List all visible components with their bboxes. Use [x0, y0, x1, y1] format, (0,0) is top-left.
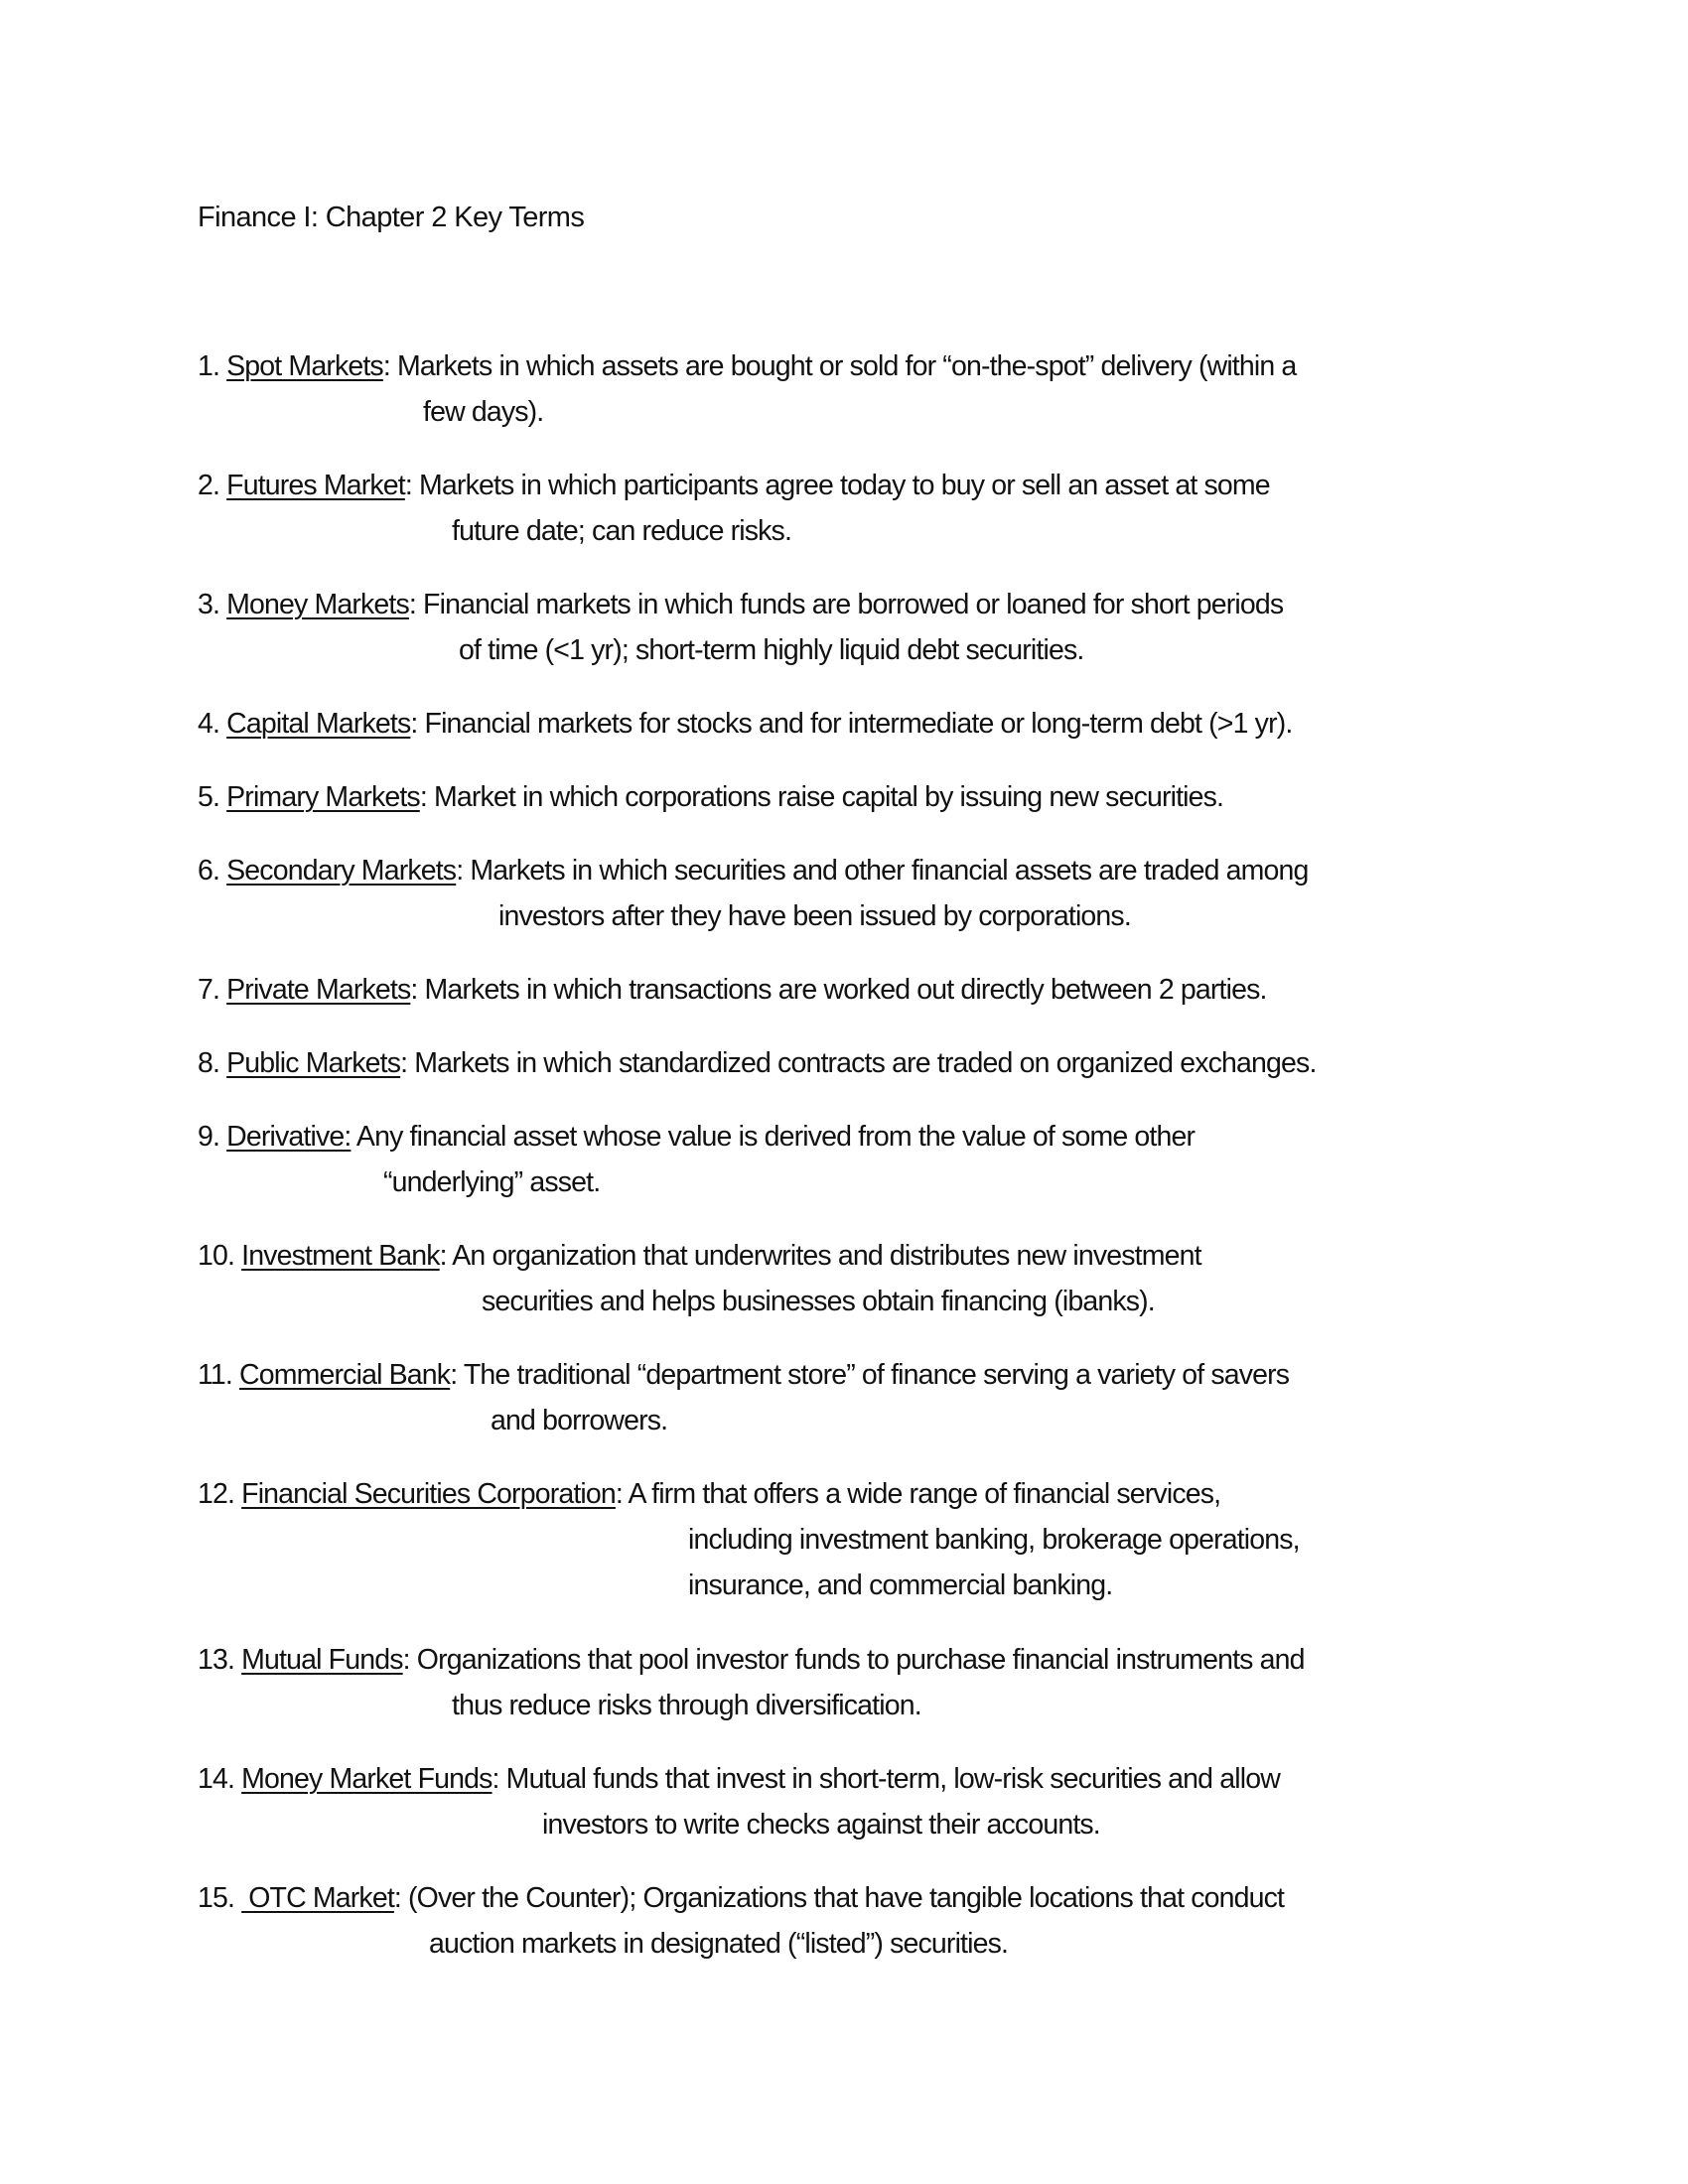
definition-continuation: including investment banking, brokerage operations,	[688, 1524, 1300, 1556]
key-term-entry: 1. Spot Markets: Markets in which assets are bought or sold for “on-the-spot” delivery (within a few days).	[198, 343, 1508, 435]
definition-text: Markets in which securities and other financial assets are traded among	[470, 855, 1309, 887]
definition-continuation: “underlying” asset.	[383, 1166, 601, 1198]
term-label: Private Markets	[226, 974, 411, 1006]
entry-number: 11.	[198, 1359, 240, 1391]
key-term-entry: 4. Capital Markets: Financial markets for stocks and for intermediate or long-term debt (>1 yr).	[198, 708, 1293, 740]
definition-continuation: investors after they have been issued by corporations.	[498, 900, 1131, 932]
term-label: Derivative:	[226, 1121, 352, 1153]
definition-text: Financial markets for stocks and for intermediate or long-term debt (>1 yr).	[424, 708, 1293, 740]
key-term-entry: 15. OTC Market: (Over the Counter); Organizations that have tangible locations that conduct auction markets in designated (“listed”) securities.	[198, 1875, 1508, 1967]
definition-text: The traditional “department store” of finance serving a variety of savers	[463, 1359, 1290, 1391]
entry-number: 1.	[198, 350, 227, 382]
term-label: Investment Bank	[241, 1240, 440, 1272]
key-term-entry: 12. Financial Securities Corporation: A firm that offers a wide range of financial services, including investment banking, brokerage operations, insurance, and commercial banking.	[198, 1471, 1508, 1608]
definition-continuation: auction markets in designated (“listed”) securities.	[429, 1928, 1009, 1960]
key-term-entry: 13. Mutual Funds: Organizations that pool investor funds to purchase financial instruments and thus reduce risks through diversification.	[198, 1637, 1508, 1728]
page-title: Finance I: Chapter 2 Key Terms	[198, 202, 585, 233]
key-term-entry: 10. Investment Bank: An organization that underwrites and distributes new investment securities and helps businesses obtain financing (ibanks).	[198, 1233, 1508, 1324]
entry-number: 3.	[198, 589, 227, 620]
key-term-entry: 5. Primary Markets: Market in which corporations raise capital by issuing new securities.	[198, 781, 1224, 813]
key-term-entry: 11. Commercial Bank: The traditional “department store” of finance serving a variety of savers and borrowers.	[198, 1352, 1508, 1443]
definition-continuation: future date; can reduce risks.	[452, 515, 792, 547]
definition-continuation: securities and helps businesses obtain financing (ibanks).	[482, 1286, 1155, 1317]
definition-text: Market in which corporations raise capital by issuing new securities.	[433, 781, 1224, 813]
term-label: Secondary Markets	[226, 855, 457, 887]
definition-continuation: thus reduce risks through diversification.	[452, 1690, 921, 1721]
entry-number: 2.	[198, 470, 227, 501]
key-term-entry	[198, 1114, 1508, 1205]
entry-number: 6.	[198, 855, 227, 887]
definition-text: A firm that offers a wide range of financial services,	[628, 1478, 1221, 1510]
definition-text: An organization that underwrites and distributes new investment	[452, 1240, 1201, 1272]
definition-text: Markets in which assets are bought or sold for “on-the-spot” delivery (within a	[396, 350, 1297, 382]
entry-number: 9.	[198, 1121, 227, 1153]
definition-text: Any financial asset whose value is derived from the value of some other	[355, 1121, 1196, 1153]
definition-text: Organizations that pool investor funds to purchase financial instruments and	[416, 1644, 1305, 1676]
entry-number: 15.	[198, 1882, 242, 1914]
definition-text: Markets in which transactions are worked out directly between 2 parties.	[424, 974, 1267, 1006]
definition-text: Markets in which participants agree today to buy or sell an asset at some	[419, 470, 1270, 501]
definition-text: Mutual funds that invest in short-term, low-risk securities and allow	[505, 1763, 1280, 1795]
definition-continuation: and borrowers.	[491, 1405, 668, 1436]
key-term-entry: 7. Private Markets: Markets in which transactions are worked out directly between 2 parties.	[198, 974, 1267, 1006]
entry-number: 14.	[198, 1763, 242, 1795]
term-label: Money Markets	[226, 589, 409, 620]
definition-text: Financial markets in which funds are borrowed or loaned for short periods	[423, 589, 1284, 620]
entry-number: 12.	[198, 1478, 242, 1510]
term-label: Primary Markets	[226, 781, 420, 813]
key-term-entry: 2. Futures Market: Markets in which participants agree today to buy or sell an asset at some future date; can reduce risks.	[198, 463, 1508, 554]
definition-continuation: insurance, and commercial banking.	[688, 1570, 1113, 1601]
term-label: Financial Securities Corporation	[241, 1478, 616, 1510]
term-label: Public Markets	[226, 1047, 401, 1079]
entry-number: 4.	[198, 708, 227, 740]
term-label: Mutual Funds	[241, 1644, 403, 1676]
definition-continuation: investors to write checks against their accounts.	[542, 1809, 1100, 1841]
term-label: Money Market Funds	[241, 1763, 492, 1795]
key-term-entry: 3. Money Markets: Financial markets in which funds are borrowed or loaned for short periods of time (<1 yr); short-term highly liquid debt securities.	[198, 582, 1508, 673]
definition-continuation: few days).	[423, 396, 544, 428]
term-label: Futures Market	[226, 470, 405, 501]
entry-number: 7.	[198, 974, 227, 1006]
entry-number: 13.	[198, 1644, 242, 1676]
definition-text: Markets in which standardized contracts are traded on organized exchanges.	[414, 1047, 1317, 1079]
entry-number: 5.	[198, 781, 227, 813]
definition-continuation: of time (<1 yr); short-term highly liquid debt securities.	[459, 634, 1084, 666]
term-label: Spot Markets	[226, 350, 383, 382]
key-term-entry: 6. Secondary Markets: Markets in which securities and other financial assets are traded among investors after they have been issued by corporations.	[198, 848, 1508, 939]
key-term-entry: 14. Money Market Funds: Mutual funds that invest in short-term, low-risk securities and allow investors to write checks against their accounts.	[198, 1756, 1508, 1847]
entry-number: 8.	[198, 1047, 227, 1079]
definition-text: (Over the Counter); Organizations that have tangible locations that conduct	[408, 1882, 1285, 1914]
term-label: OTC Market	[241, 1882, 394, 1914]
term-label: Capital Markets	[226, 708, 411, 740]
entry-number: 10.	[198, 1240, 242, 1272]
key-term-entry: 8. Public Markets: Markets in which standardized contracts are traded on organized exchanges.	[198, 1047, 1317, 1079]
term-label: Commercial Bank	[239, 1359, 451, 1391]
